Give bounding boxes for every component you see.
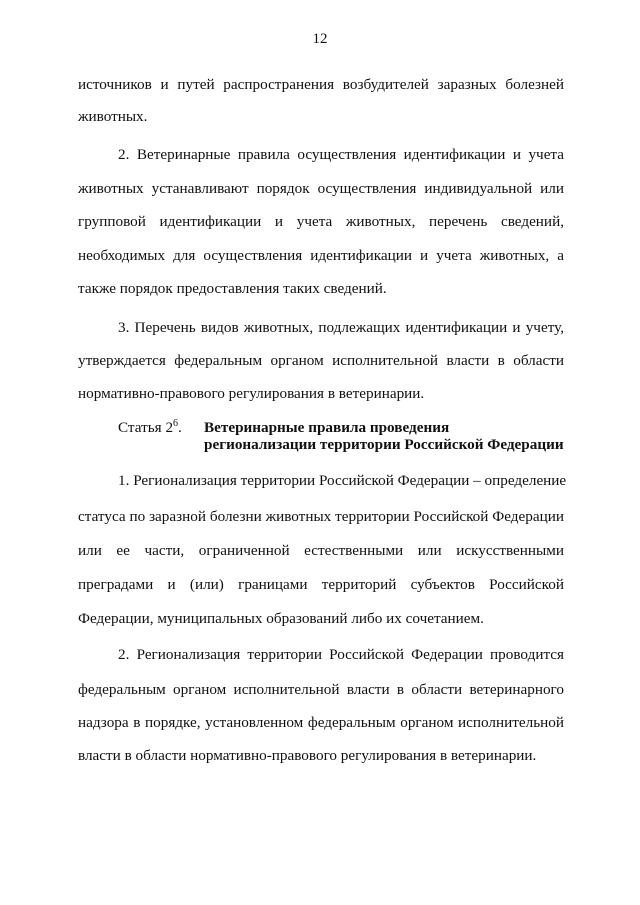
text-line: источников и путей распространения возбудителей заразных болезней bbox=[78, 76, 564, 93]
article-title: Ветеринарные правила проведения регионализации территории Российской Федерации bbox=[204, 419, 564, 453]
text-line: необходимых для осуществления идентификации и учета животных, а bbox=[78, 247, 564, 264]
text-line: или ее части, ограниченной естественными или искусственными bbox=[78, 542, 564, 559]
article-superscript: 6 bbox=[173, 418, 179, 429]
text-line: статуса по заразной болезни животных территории Российской Федерации bbox=[78, 508, 564, 525]
text-line: 2. Ветеринарные правила осуществления идентификации и учета bbox=[118, 146, 564, 163]
text-line: власти в области нормативно-правового регулирования в ветеринарии. bbox=[78, 747, 537, 764]
text-line: надзора в порядке, установленном федеральным органом исполнительной bbox=[78, 714, 564, 731]
article-suffix: . bbox=[178, 419, 182, 436]
article-label bbox=[118, 419, 182, 436]
text-line: групповой идентификации и учета животных, перечень сведений, bbox=[78, 213, 564, 230]
text-line: животных. bbox=[78, 108, 148, 125]
text-line: животных устанавливают порядок осуществления индивидуальной или bbox=[78, 180, 564, 197]
text-line: также порядок предоставления таких сведений. bbox=[78, 280, 387, 297]
text-line: Федерации, муниципальных образований либо их сочетанием. bbox=[78, 610, 484, 627]
text-line: 1. Регионализация территории Российской Федерации – определение bbox=[118, 472, 567, 489]
text-line: федеральным органом исполнительной власти в области ветеринарного bbox=[78, 681, 564, 698]
text-line: нормативно-правового регулирования в ветеринарии. bbox=[78, 385, 425, 402]
page-number: 12 bbox=[312, 31, 328, 47]
text-line: утверждается федеральным органом исполнительной власти в области bbox=[78, 352, 564, 369]
text-line: преградами и (или) границами территорий субъектов Российской bbox=[78, 576, 564, 593]
text-line: 2. Регионализация территории Российской Федерации проводится bbox=[118, 646, 564, 663]
article-number: Статья 2 bbox=[118, 419, 174, 436]
text-line: 3. Перечень видов животных, подлежащих идентификации и учету, bbox=[118, 319, 564, 336]
